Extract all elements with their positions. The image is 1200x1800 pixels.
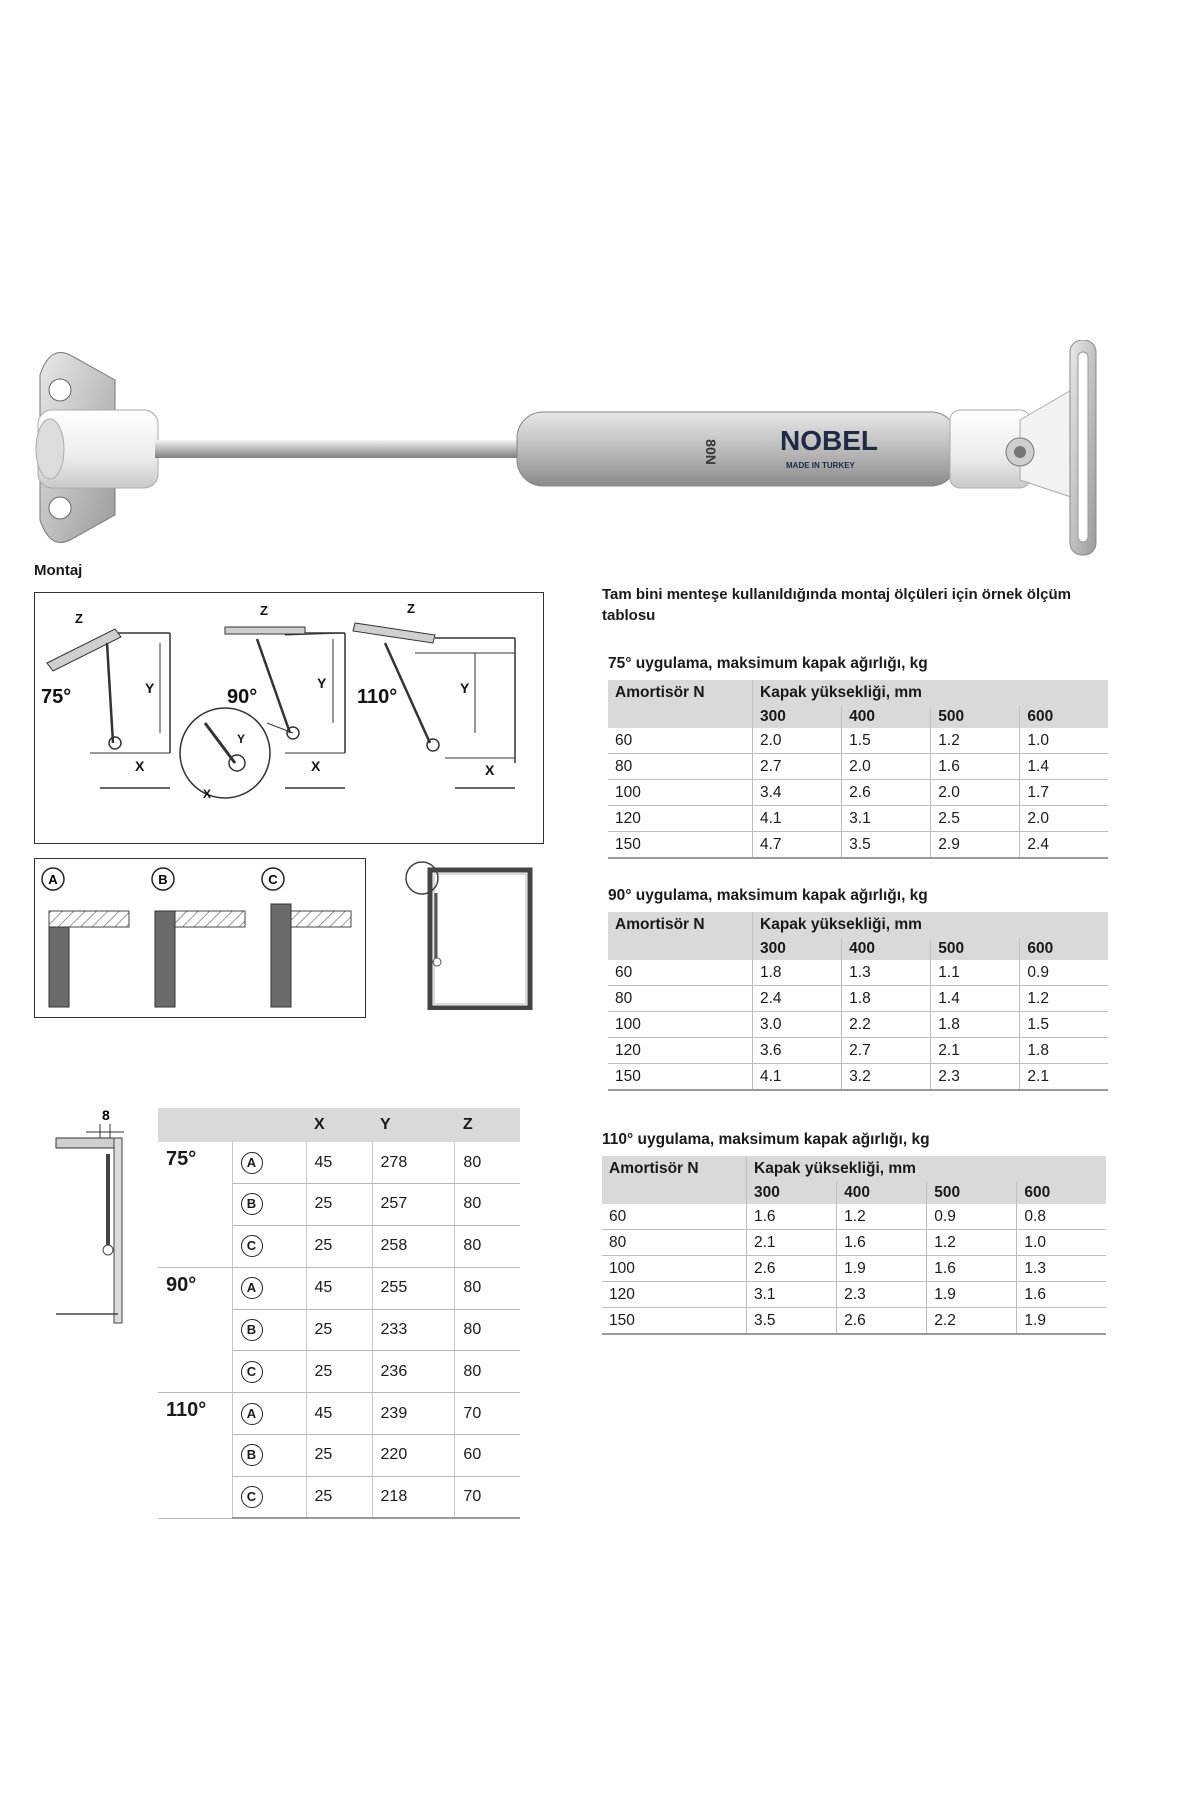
- value-y: 233: [372, 1309, 455, 1351]
- value-x: 45: [306, 1267, 372, 1309]
- angle-spacer: [158, 1351, 232, 1393]
- table-row: [158, 1184, 520, 1226]
- height-header: 600: [1020, 706, 1108, 728]
- table-row: [602, 1204, 1106, 1230]
- force-cell: 80: [602, 1230, 747, 1256]
- weight-cell: 2.9: [931, 832, 1020, 859]
- force-cell: 60: [602, 1204, 747, 1230]
- angle-spacer: [158, 1309, 232, 1351]
- svg-text:110°: 110°: [357, 686, 398, 708]
- weight-cell: 2.6: [842, 780, 931, 806]
- angle-spacer: [158, 1184, 232, 1226]
- variant-cell: [232, 1184, 306, 1226]
- svg-text:MADE IN TURKEY: MADE IN TURKEY: [786, 461, 855, 470]
- value-y: 239: [372, 1393, 455, 1435]
- weight-cell: 0.9: [1020, 960, 1108, 986]
- weight-cell: 2.7: [842, 1038, 931, 1064]
- force-cell: 100: [602, 1256, 747, 1282]
- variant-cell: [232, 1393, 306, 1435]
- height-group-header: Kapak yüksekliği, mm: [753, 912, 1109, 938]
- height-header: 500: [931, 706, 1020, 728]
- variant-cell: [232, 1267, 306, 1309]
- subheader-spacer: [602, 1182, 747, 1204]
- angle-spacer: [158, 1435, 232, 1477]
- load-table: [602, 1156, 1106, 1335]
- force-cell: 100: [608, 780, 753, 806]
- value-z: 60: [455, 1435, 520, 1477]
- value-x: 45: [306, 1393, 372, 1435]
- table-row: [602, 1256, 1106, 1282]
- value-y: 236: [372, 1351, 455, 1393]
- weight-cell: 3.4: [753, 780, 842, 806]
- force-cell: 150: [608, 1064, 753, 1091]
- height-header: 500: [931, 938, 1020, 960]
- table-row: [158, 1393, 520, 1435]
- svg-text:Z: Z: [260, 603, 268, 618]
- height-header: 600: [1017, 1182, 1106, 1204]
- weight-cell: 2.6: [837, 1308, 927, 1335]
- amortisor-header: Amortisör N: [608, 912, 753, 938]
- mounting-dimensions-table: [158, 1108, 520, 1519]
- weight-cell: 1.6: [927, 1256, 1017, 1282]
- weight-cell: 1.8: [931, 1012, 1020, 1038]
- weight-cell: 1.9: [1017, 1308, 1106, 1335]
- height-group-header: Kapak yüksekliği, mm: [747, 1156, 1107, 1182]
- force-cell: 60: [608, 728, 753, 754]
- force-cell: 120: [602, 1282, 747, 1308]
- variant-abc-diagrams: [34, 858, 366, 1018]
- svg-text:Y: Y: [460, 680, 470, 696]
- weight-cell: 2.5: [931, 806, 1020, 832]
- load-table-subheader-row: [608, 938, 1108, 960]
- variant-badge: A: [241, 1277, 263, 1299]
- weight-cell: 3.5: [842, 832, 931, 859]
- table-row: [608, 832, 1108, 859]
- mounting-angle-diagrams: [34, 592, 544, 844]
- value-z: 80: [455, 1351, 520, 1393]
- weight-cell: 1.9: [837, 1256, 927, 1282]
- load-table-header-row: [608, 680, 1108, 706]
- load-table-subheader-row: [602, 1182, 1106, 1204]
- amortisor-header: Amortisör N: [608, 680, 753, 706]
- weight-cell: 3.1: [747, 1282, 837, 1308]
- value-y: 220: [372, 1435, 455, 1477]
- load-table: [608, 912, 1108, 1091]
- weight-cell: 1.3: [1017, 1256, 1106, 1282]
- weight-cell: 1.8: [1020, 1038, 1108, 1064]
- weight-cell: 1.4: [931, 986, 1020, 1012]
- load-table-header-row: [602, 1156, 1106, 1182]
- value-y: 258: [372, 1225, 455, 1267]
- weight-cell: 4.1: [753, 806, 842, 832]
- angle-label: 90°: [166, 1273, 197, 1296]
- svg-text:X: X: [203, 787, 212, 801]
- header-cell: [158, 1108, 232, 1142]
- montaj-label: Montaj: [34, 562, 83, 579]
- header-x: X: [306, 1108, 372, 1142]
- svg-text:A: A: [48, 872, 58, 887]
- value-z: 80: [455, 1309, 520, 1351]
- weight-cell: 1.7: [1020, 780, 1108, 806]
- weight-cell: 1.6: [931, 754, 1020, 780]
- force-cell: 120: [608, 806, 753, 832]
- svg-text:90°: 90°: [227, 686, 258, 708]
- weight-cell: 1.8: [842, 986, 931, 1012]
- weight-cell: 2.1: [931, 1038, 1020, 1064]
- height-header: 400: [842, 706, 931, 728]
- table-row: [158, 1476, 520, 1518]
- variant-cell: [232, 1225, 306, 1267]
- table-row: [158, 1351, 520, 1393]
- angle-spacer: [158, 1225, 232, 1267]
- weight-cell: 2.2: [927, 1308, 1017, 1335]
- value-x: 25: [306, 1225, 372, 1267]
- table-row: [608, 986, 1108, 1012]
- weight-cell: 1.2: [837, 1204, 927, 1230]
- load-table-title: 75° uygulama, maksimum kapak ağırlığı, kg: [608, 655, 928, 672]
- force-cell: 150: [602, 1308, 747, 1335]
- angle-spacer: [158, 1476, 232, 1518]
- variant-badge: B: [241, 1444, 263, 1466]
- value-x: 25: [306, 1476, 372, 1518]
- svg-text:X: X: [485, 762, 495, 778]
- amortisor-header: Amortisör N: [602, 1156, 747, 1182]
- weight-cell: 2.0: [842, 754, 931, 780]
- weight-cell: 1.6: [837, 1230, 927, 1256]
- table-row: [608, 960, 1108, 986]
- weight-cell: 1.5: [842, 728, 931, 754]
- force-cell: 80: [608, 754, 753, 780]
- load-table-title: 110° uygulama, maksimum kapak ağırlığı, kg: [602, 1131, 930, 1148]
- brand-logo-text: NOBEL: [780, 425, 878, 456]
- height-header: 400: [837, 1182, 927, 1204]
- svg-text:Y: Y: [237, 732, 246, 746]
- weight-cell: 1.4: [1020, 754, 1108, 780]
- weight-cell: 4.7: [753, 832, 842, 859]
- table-row: [602, 1308, 1106, 1335]
- table-row: [608, 780, 1108, 806]
- value-z: 70: [455, 1393, 520, 1435]
- weight-cell: 3.2: [842, 1064, 931, 1091]
- svg-text:X: X: [135, 758, 145, 774]
- weight-cell: 3.0: [753, 1012, 842, 1038]
- weight-cell: 1.1: [931, 960, 1020, 986]
- weight-cell: 1.8: [753, 960, 842, 986]
- svg-text:Y: Y: [145, 680, 155, 696]
- weight-cell: 2.4: [753, 986, 842, 1012]
- svg-text:Z: Z: [407, 601, 415, 616]
- height-header: 300: [753, 938, 842, 960]
- table-row: [608, 754, 1108, 780]
- value-z: 70: [455, 1476, 520, 1518]
- weight-cell: 2.6: [747, 1256, 837, 1282]
- force-cell: 60: [608, 960, 753, 986]
- value-y: 257: [372, 1184, 455, 1226]
- table-row: [608, 1064, 1108, 1091]
- side-view-illustration: [52, 1106, 138, 1328]
- weight-cell: 2.0: [1020, 806, 1108, 832]
- table-row: [602, 1230, 1106, 1256]
- table-row: [158, 1435, 520, 1477]
- variant-cell: [232, 1351, 306, 1393]
- weight-cell: 3.5: [747, 1308, 837, 1335]
- load-table-header-row: [608, 912, 1108, 938]
- value-y: 255: [372, 1267, 455, 1309]
- svg-text:8: 8: [102, 1107, 110, 1123]
- variant-badge: A: [241, 1403, 263, 1425]
- weight-cell: 1.5: [1020, 1012, 1108, 1038]
- angle-label: 75°: [166, 1148, 197, 1170]
- intro-text: Tam bini menteşe kullanıldığında montaj ölçüleri için örnek ölçüm tablosu: [602, 586, 1071, 624]
- value-y: 278: [372, 1142, 455, 1184]
- weight-cell: 1.2: [927, 1230, 1017, 1256]
- table-row: [608, 728, 1108, 754]
- variant-badge: B: [241, 1193, 263, 1215]
- variant-badge: B: [241, 1319, 263, 1341]
- height-header: 400: [842, 938, 931, 960]
- subheader-spacer: [608, 706, 753, 728]
- table-row: [602, 1282, 1106, 1308]
- weight-cell: 2.4: [1020, 832, 1108, 859]
- weight-cell: 3.6: [753, 1038, 842, 1064]
- gas-strut-product-image: [20, 340, 1180, 580]
- table-row: [608, 806, 1108, 832]
- svg-text:C: C: [268, 872, 278, 887]
- force-cell: 120: [608, 1038, 753, 1064]
- weight-cell: 2.3: [931, 1064, 1020, 1091]
- header-cell: [232, 1108, 306, 1142]
- header-y: Y: [372, 1108, 455, 1142]
- variant-badge: C: [241, 1486, 263, 1508]
- load-table-title: 90° uygulama, maksimum kapak ağırlığı, kg: [608, 887, 928, 904]
- weight-cell: 2.0: [931, 780, 1020, 806]
- xyz-header-row: [158, 1108, 520, 1142]
- value-z: 80: [455, 1267, 520, 1309]
- svg-text:Z: Z: [75, 611, 83, 626]
- value-x: 25: [306, 1309, 372, 1351]
- force-cell: 80: [608, 986, 753, 1012]
- weight-cell: 1.0: [1020, 728, 1108, 754]
- svg-text:Y: Y: [317, 675, 327, 691]
- svg-text:B: B: [158, 872, 168, 887]
- table-row: [158, 1309, 520, 1351]
- variant-badge: A: [241, 1152, 263, 1174]
- weight-cell: 2.1: [1020, 1064, 1108, 1091]
- force-cell: 100: [608, 1012, 753, 1038]
- angle-label: 110°: [166, 1399, 207, 1421]
- weight-cell: 4.1: [753, 1064, 842, 1091]
- force-cell: 150: [608, 832, 753, 859]
- weight-cell: 2.3: [837, 1282, 927, 1308]
- weight-cell: 3.1: [842, 806, 931, 832]
- cabinet-illustration: [400, 858, 540, 1010]
- weight-cell: 1.3: [842, 960, 931, 986]
- value-z: 80: [455, 1142, 520, 1184]
- table-row: [608, 1012, 1108, 1038]
- weight-cell: 1.9: [927, 1282, 1017, 1308]
- header-z: Z: [455, 1108, 520, 1142]
- value-x: 25: [306, 1184, 372, 1226]
- value-x: 45: [306, 1142, 372, 1184]
- height-header: 600: [1020, 938, 1108, 960]
- load-table: [608, 680, 1108, 859]
- svg-text:80N: 80N: [703, 439, 719, 465]
- weight-cell: 1.0: [1017, 1230, 1106, 1256]
- height-header: 500: [927, 1182, 1017, 1204]
- weight-cell: 2.0: [753, 728, 842, 754]
- weight-cell: 2.7: [753, 754, 842, 780]
- table-row: [158, 1225, 520, 1267]
- height-header: 300: [747, 1182, 837, 1204]
- variant-badge: C: [241, 1235, 263, 1257]
- value-x: 25: [306, 1351, 372, 1393]
- value-z: 80: [455, 1225, 520, 1267]
- load-table-subheader-row: [608, 706, 1108, 728]
- variant-cell: [232, 1476, 306, 1518]
- height-header: 300: [753, 706, 842, 728]
- height-group-header: Kapak yüksekliği, mm: [753, 680, 1109, 706]
- weight-cell: 1.2: [931, 728, 1020, 754]
- table-row: [158, 1267, 520, 1309]
- variant-cell: [232, 1142, 306, 1184]
- variant-badge: C: [241, 1361, 263, 1383]
- svg-text:75°: 75°: [41, 686, 72, 708]
- weight-cell: 0.9: [927, 1204, 1017, 1230]
- variant-cell: [232, 1435, 306, 1477]
- value-z: 80: [455, 1184, 520, 1226]
- subheader-spacer: [608, 938, 753, 960]
- value-y: 218: [372, 1476, 455, 1518]
- weight-cell: 1.6: [747, 1204, 837, 1230]
- weight-cell: 1.6: [1017, 1282, 1106, 1308]
- variant-cell: [232, 1309, 306, 1351]
- weight-cell: 0.8: [1017, 1204, 1106, 1230]
- table-row: [608, 1038, 1108, 1064]
- table-row: [158, 1142, 520, 1184]
- weight-cell: 2.2: [842, 1012, 931, 1038]
- weight-cell: 1.2: [1020, 986, 1108, 1012]
- weight-cell: 2.1: [747, 1230, 837, 1256]
- svg-text:X: X: [311, 758, 321, 774]
- value-x: 25: [306, 1435, 372, 1477]
